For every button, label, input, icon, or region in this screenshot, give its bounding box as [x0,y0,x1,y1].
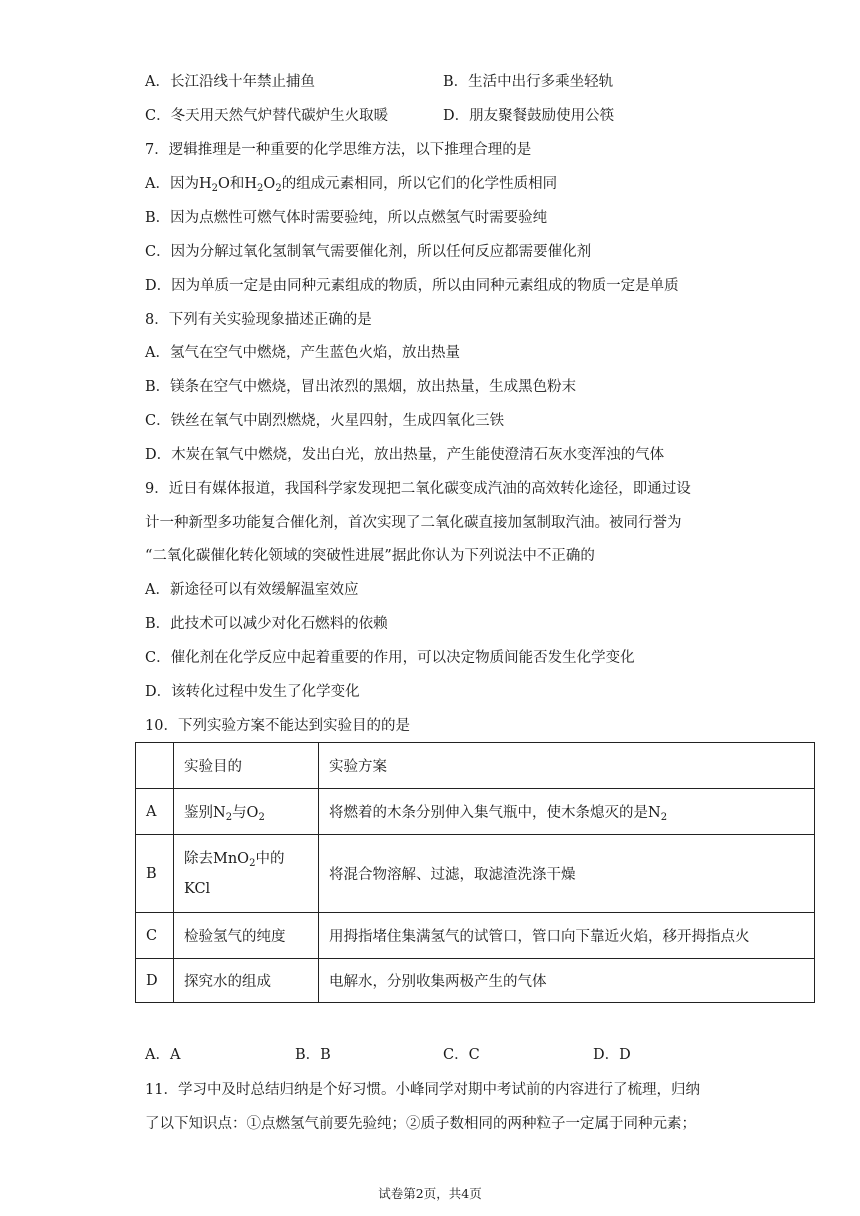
q8-option-c: C．铁丝在氧气中剧烈燃烧，火星四射，生成四氧化三铁 [145,413,505,429]
table-row [136,959,815,1003]
q9-option-c: C．催化剂在化学反应中起着重要的作用，可以决定物质间能否发生化学变化 [145,650,635,666]
q10-option-c: C．C [443,1047,480,1063]
q9-stem-line2: 计一种新型多功能复合催化剂，首次实现了二氧化碳直接加氢制取汽油。被同行誉为 [145,515,682,531]
row-key: B [136,835,174,913]
row-purpose: 检验氢气的纯度 [174,913,319,959]
q7-stem: 7．逻辑推理是一种重要的化学思维方法，以下推理合理的是 [145,142,532,158]
q10-option-b: B．B [295,1047,331,1063]
row-key: C [136,913,174,959]
row-plan: 将混合物溶解、过滤，取滤渣洗涤干燥 [319,835,815,913]
table-row [136,835,815,913]
row-purpose: 探究水的组成 [174,959,319,1003]
table-header-purpose: 实验目的 [174,743,319,789]
q7-option-d: D．因为单质一定是由同种元素组成的物质，所以由同种元素组成的物质一定是单质 [145,278,679,294]
row-plan: 电解水，分别收集两极产生的气体 [319,959,815,1003]
q6-option-d: D．朋友聚餐鼓励使用公筷 [443,108,615,124]
row-plan: 用拇指堵住集满氢气的试管口，管口向下靠近火焰，移开拇指点火 [319,913,815,959]
q7-option-b: B．因为点燃性可燃气体时需要验纯，所以点燃氢气时需要验纯 [145,210,548,226]
q10-option-a: A．A [145,1047,181,1063]
q8-option-d: D．木炭在氧气中燃烧，发出白光，放出热量，产生能使澄清石灰水变浑浊的气体 [145,447,665,463]
table-row [136,789,815,835]
q6-options-row1 [145,72,705,92]
q11-stem-line1: 11．学习中及时总结归纳是个好习惯。小峰同学对期中考试前的内容进行了梳理，归纳 [145,1082,700,1098]
q9-stem-line3: “二氧化碳催化转化领域的突破性进展”据此你认为下列说法中不正确的 [145,548,595,564]
q11-stem-line2: 了以下知识点：①点燃氢气前要先验纯；②质子数相同的两种粒子一定属于同种元素； [145,1116,696,1132]
table-header-plan: 实验方案 [319,743,815,789]
row-key: D [136,959,174,1003]
q10-option-d: D．D [593,1047,631,1063]
row-plan: 将燃着的木条分别伸入集气瓶中，使木条熄灭的是$N_2$ [319,789,815,835]
q7-option-a: A．因为$H_2O$和$H_2O_2$的组成元素相同，所以它们的化学性质相同 [145,176,558,194]
q10-stem: 10．下列实验方案不能达到实验目的的是 [145,718,410,734]
q8-option-b: B．镁条在空气中燃烧，冒出浓烈的黑烟，放出热量，生成黑色粉末 [145,379,577,395]
row-purpose: 除去MnO$_2$中的 KCl [174,835,319,913]
q6-option-a: A．长江沿线十年禁止捕鱼 [145,74,315,90]
table-header-row [136,743,815,789]
q6-option-b: B．生活中出行多乘坐轻轨 [443,74,614,90]
q9-option-d: D．该转化过程中发生了化学变化 [145,684,360,700]
q9-stem-line1: 9．近日有媒体报道，我国科学家发现把二氧化碳变成汽油的高效转化途径，即通过设 [145,481,691,497]
row-key: A [136,789,174,835]
page-footer: 试卷第2页，共4页 [378,1186,482,1201]
q10-experiment-table [135,742,815,1003]
q9-option-b: B．此技术可以减少对化石燃料的依赖 [145,616,388,632]
q7-option-c: C．因为分解过氧化氢制氧气需要催化剂，所以任何反应都需要催化剂 [145,244,592,260]
q6-options-row2 [145,106,705,126]
q9-option-a: A．新途径可以有效缓解温室效应 [145,582,359,598]
table-header-blank [136,743,174,789]
q8-option-a: A．氢气在空气中燃烧，产生蓝色火焰，放出热量 [145,345,460,361]
table-row [136,913,815,959]
q6-option-c: C．冬天用天然气炉替代碳炉生火取暖 [145,108,389,124]
q8-stem: 8．下列有关实验现象描述正确的是 [145,312,372,328]
row-purpose: 鉴别$N_2$与$O_2$ [174,789,319,835]
